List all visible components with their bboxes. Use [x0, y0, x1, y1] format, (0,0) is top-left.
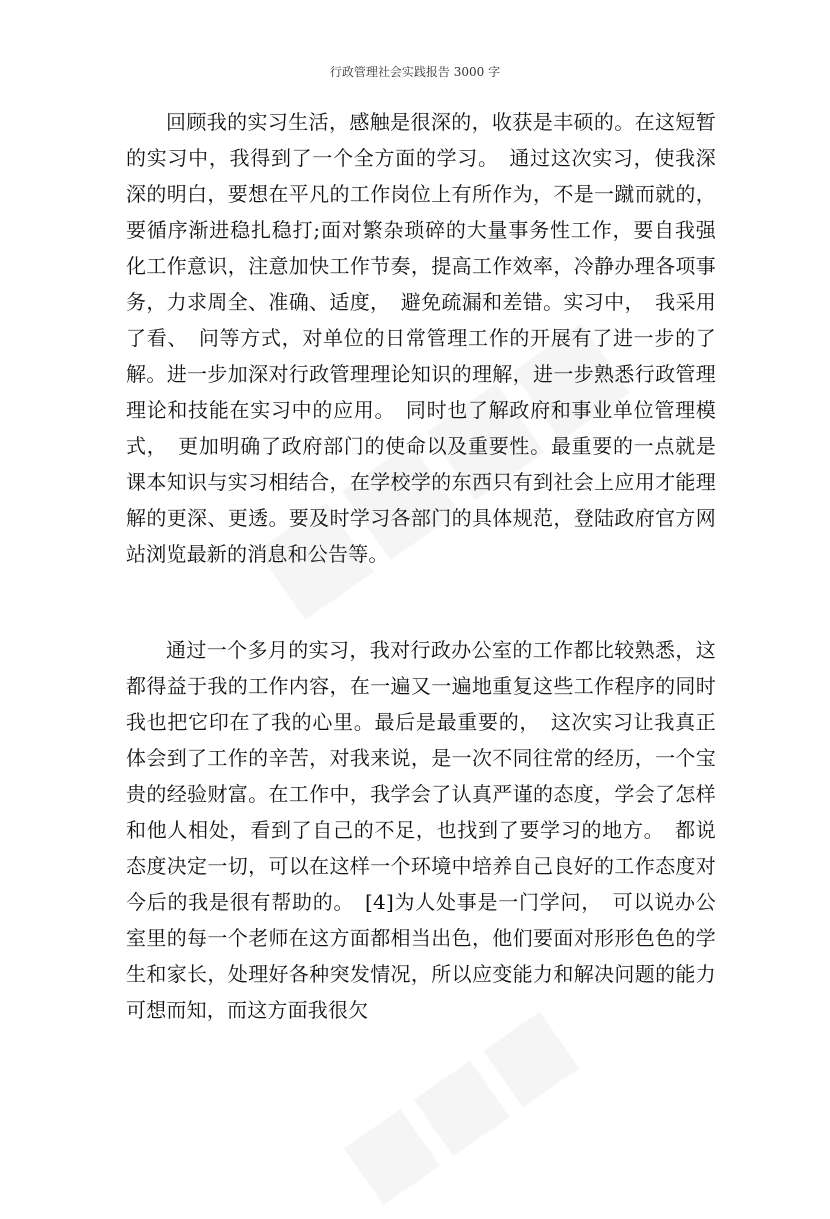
- page-header: 行政管理社会实践报告 3000 字: [329, 65, 501, 79]
- paragraph-2-block: [126, 632, 716, 1028]
- paragraph-1: 回顾我的实习生活，感触是很深的，收获是丰硕的。在这短暂的实习中，我得到了一个全方面的学习。 通过这次实习，使我深深的明白，要想在平凡的工作岗位上有所作为，不是一蹴而就的，要循序渐进稳扎稳打;面对繁杂琐碎的大量事务性工作，要自我强化工作意识，注意加快工作节奏，提高工作效率，冷静办理各项事务，力求周全、准确、适度， 避免疏漏和差错。实习中， 我采用了看、 问等方式，对单位的日常管理工作的开展有了进一步的了解。进一步加深对行政管理理论知识的理解，进一步熟悉行政管理理论和技能在实习中的应用。 同时也了解政府和事业单位管理模式， 更加明确了政府部门的使命以及重要性。最重要的一点就是课本知识与实习相结合，在学校学的东西只有到社会上应用才能理解的更深、更透。要及时学习各部门的具体规范，登陆政府官方网站浏览最新的消息和公告等。: [126, 110, 716, 566]
- paragraph-2: 通过一个多月的实习，我对行政办公室的工作都比较熟悉，这都得益于我的工作内容，在一遍又一遍地重复这些工作程序的同时我也把它印在了我的心里。最后是最重要的， 这次实习让我真正体会到了工作的辛苦，对我来说，是一次不同往常的经历，一个宝贵的经验财富。在工作中，我学会了认真严谨的态度，学会了怎样和他人相处，看到了自己的不足，也找到了要学习的地方。 都说态度决定一切，可以在这样一个环境中培养自己良好的工作态度对今后的我是很有帮助的。 [4]为人处事是一门学问， 可以说办公室里的每一个老师在这方面都相当出色，他们要面对形形色色的学生和家长，处理好各种突发情况，所以应变能力和解决问题的能力可想而知，而这方面我很欠: [126, 638, 716, 1022]
- paragraph-1-block: [126, 104, 716, 572]
